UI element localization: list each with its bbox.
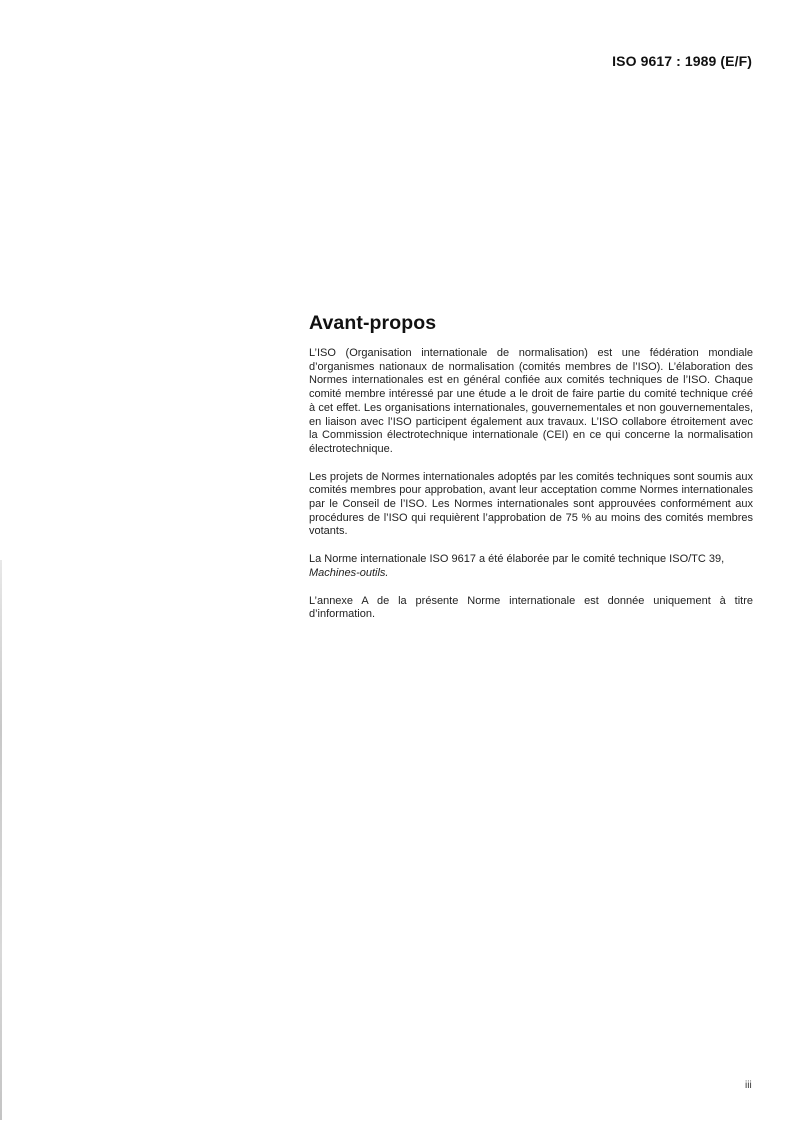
committee-text: La Norme internationale ISO 9617 a été élaborée par le comité technique ISO/TC 39,	[309, 553, 725, 566]
paragraph-committee	[309, 553, 753, 580]
scan-edge-shadow	[0, 560, 2, 1120]
section-title: Avant-propos	[309, 312, 437, 334]
document-identifier: ISO 9617 : 1989 (E/F)	[612, 53, 752, 69]
page-number: iii	[745, 1080, 752, 1091]
paragraph-approval: Les projets de Normes internationales adoptés par les comités techniques sont soumis aux comités membres pour approbation, avant leur acceptation comme Normes internationales par le Conseil de l’ISO. Les Normes internationales sont approuvées conformément aux procédures de l’ISO qui requièrent l’approbation de 75 % au moins des comités membres votants.	[309, 470, 753, 538]
foreword-section	[309, 312, 753, 636]
paragraph-iso-intro: L’ISO (Organisation internationale de normalisation) est une fédération mondiale d’organismes nationaux de normalisation (comités membres de l’ISO). L’élaboration des Normes internationales est en général confiée aux comités techniques de l’ISO. Chaque comité membre intéressé par une étude a le droit de faire partie du comité technique créé à cet effet. Les organisations internationales, gouvernementales et non gouvernementales, en liaison avec l’ISO participent également aux travaux. L’ISO collabore étroitement avec la Commission électrotechnique internationale (CEI) en ce qui concerne la normalisation électrotechnique.	[309, 347, 753, 455]
paragraph-annex: L’annexe A de la présente Norme internationale est donnée uniquement à titre d’information.	[309, 594, 753, 621]
committee-title: Machines-outils.	[309, 566, 389, 579]
